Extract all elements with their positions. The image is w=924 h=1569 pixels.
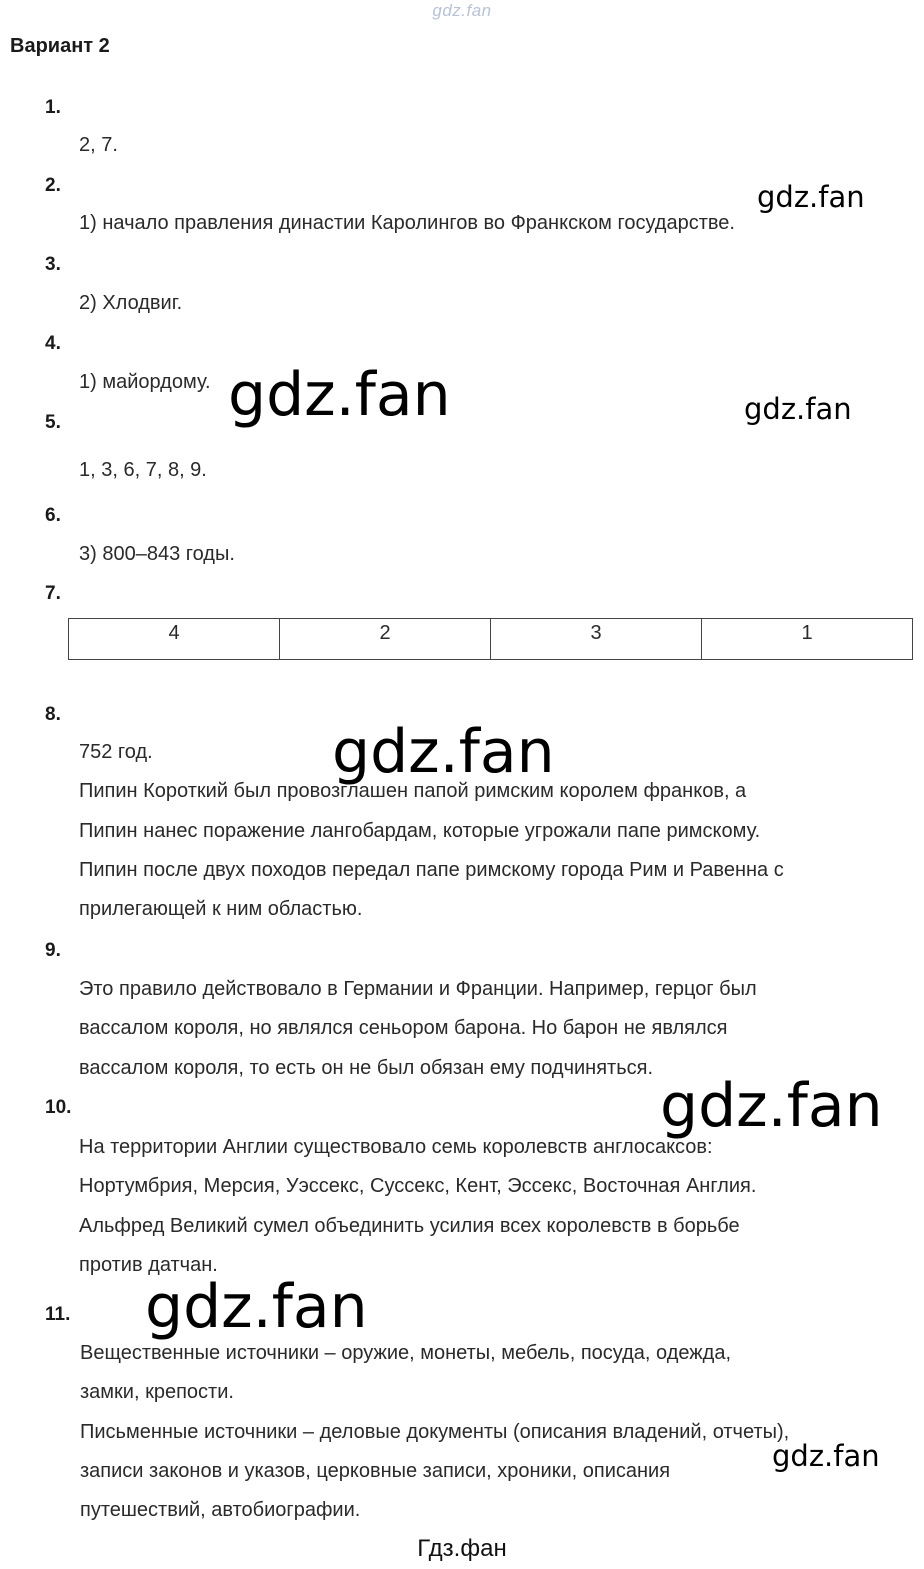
question-number: 5.: [45, 412, 61, 433]
question-number: 6.: [45, 505, 61, 526]
answer-line: записи законов и указов, церковные записи, хроники, описания: [80, 1459, 671, 1482]
question-number: 2.: [45, 175, 61, 196]
answer-text: 1) начало правления династии Каролингов во Франкском государстве.: [79, 212, 735, 234]
table-row: [69, 619, 913, 660]
question-number: 11.: [45, 1304, 71, 1325]
watermark: gdz.fan: [744, 392, 852, 426]
watermark: gdz.fan: [660, 1071, 883, 1141]
footer-text: Гдз.фан: [417, 1535, 507, 1562]
answer-paragraph: [79, 1128, 899, 1285]
table-cell: 1: [702, 619, 913, 660]
answer-line: 752 год.: [79, 741, 153, 763]
top-watermark: gdz.fan: [432, 1, 492, 20]
table-cell: 2: [280, 619, 491, 660]
answer-line: Письменные источники – деловые документы (описания владений, отчеты),: [80, 1420, 790, 1443]
variant-title: Вариант 2: [10, 35, 110, 57]
watermark: gdz.fan: [772, 1439, 880, 1473]
answer-line: вассалом короля, но являлся сеньором барона. Но барон не являлся: [79, 1017, 728, 1040]
question-number: 8.: [45, 704, 61, 725]
answer-line: против датчан.: [79, 1253, 218, 1276]
question-number: 4.: [45, 333, 61, 354]
answer-line: На территории Англии существовало семь королевств англосаксов:: [79, 1136, 713, 1158]
answer-line: замки, крепости.: [80, 1381, 234, 1404]
watermark: gdz.fan: [757, 180, 865, 214]
watermark: gdz.fan: [228, 360, 451, 430]
answer-line: вассалом короля, то есть он не был обязан ему подчиняться.: [79, 1056, 654, 1079]
watermark: gdz.fan: [332, 717, 555, 787]
answer-table: [68, 618, 913, 660]
answer-line: Альфред Великий сумел объединить усилия всех королевств в борьбе: [79, 1214, 740, 1237]
question-number: 7.: [45, 583, 61, 604]
table-cell: 4: [69, 619, 280, 660]
question-number: 1.: [45, 97, 61, 118]
answer-text: 1) майордому.: [79, 371, 211, 393]
answer-line: Это правило действовало в Германии и Франции. Например, герцог был: [79, 978, 757, 1000]
question-number: 10.: [45, 1097, 72, 1118]
answer-text: 2) Хлодвиг.: [79, 292, 183, 314]
watermark: gdz.fan: [145, 1272, 368, 1342]
question-number: 9.: [45, 940, 61, 961]
answer-line: прилегающей к ним областью.: [79, 898, 363, 921]
answer-line: Вещественные источники – оружие, монеты, мебель, посуда, одежда,: [80, 1342, 732, 1364]
answer-text: 3) 800–843 годы.: [79, 543, 235, 565]
answer-line: Пипин после двух походов передал папе римскому города Рим и Равенна с: [79, 858, 784, 881]
table-cell: 3: [491, 619, 702, 660]
answer-text: 2, 7.: [79, 134, 118, 156]
answer-line: Пипин нанес поражение лангобардам, которые угрожали папе римскому.: [79, 819, 761, 842]
question-number: 3.: [45, 254, 61, 275]
answer-line: Нортумбрия, Мерсия, Уэссекс, Суссекс, Кент, Эссекс, Восточная Англия.: [79, 1175, 757, 1198]
answer-line: Пипин Короткий был провозглашен папой римским королем франков, а: [79, 780, 747, 803]
answer-line: путешествий, автобиографии.: [80, 1499, 361, 1522]
answer-paragraph: [80, 1334, 900, 1530]
answer-text: 1, 3, 6, 7, 8, 9.: [79, 459, 207, 481]
